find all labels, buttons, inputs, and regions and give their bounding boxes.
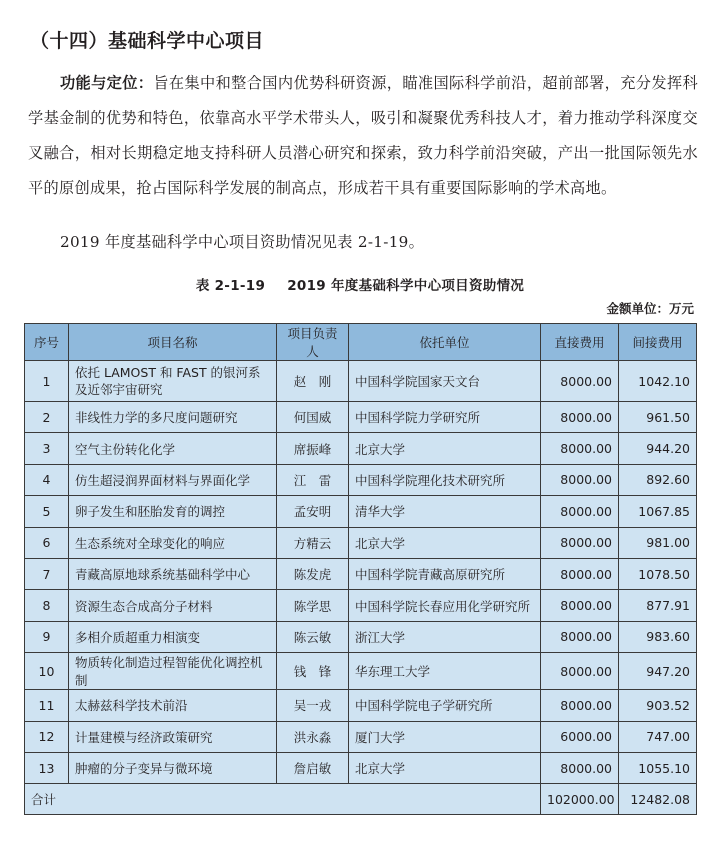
table-reference-text: 2019 年度基础科学中心项目资助情况见表 2-1-19。	[60, 233, 425, 251]
row-number: 1	[25, 361, 69, 402]
host-institution: 中国科学院青藏高原研究所	[349, 558, 541, 589]
row-number: 8	[25, 590, 69, 621]
table-row	[25, 721, 697, 752]
direct-cost: 8000.00	[541, 402, 619, 433]
total-label: 合计	[25, 784, 541, 815]
host-institution: 清华大学	[349, 496, 541, 527]
table-total-row	[25, 784, 697, 815]
project-name: 非线性力学的多尺度问题研究	[69, 402, 277, 433]
host-institution: 北京大学	[349, 752, 541, 783]
indirect-cost: 1055.10	[619, 752, 697, 783]
row-number: 9	[25, 621, 69, 652]
table-row	[25, 361, 697, 402]
intro-lead: 功能与定位：	[60, 74, 154, 92]
row-number: 4	[25, 464, 69, 495]
row-number: 7	[25, 558, 69, 589]
project-name: 资源生态合成高分子材料	[69, 590, 277, 621]
header-project-lead: 项目负责人	[277, 324, 349, 361]
table-title: 2019 年度基础科学中心项目资助情况	[287, 278, 525, 294]
row-number: 2	[25, 402, 69, 433]
project-name: 依托 LAMOST 和 FAST 的银河系及近邻宇宙研究	[69, 361, 277, 402]
project-lead: 赵 刚	[277, 361, 349, 402]
host-institution: 华东理工大学	[349, 653, 541, 690]
row-number: 6	[25, 527, 69, 558]
indirect-cost: 983.60	[619, 621, 697, 652]
table-row	[25, 621, 697, 652]
direct-cost: 8000.00	[541, 558, 619, 589]
project-lead: 洪永淼	[277, 721, 349, 752]
host-institution: 中国科学院国家天文台	[349, 361, 541, 402]
project-lead: 陈发虎	[277, 558, 349, 589]
table-row	[25, 653, 697, 690]
direct-cost: 8000.00	[541, 690, 619, 721]
indirect-cost: 944.20	[619, 433, 697, 464]
direct-cost: 8000.00	[541, 433, 619, 464]
indirect-cost: 981.00	[619, 527, 697, 558]
row-number: 13	[25, 752, 69, 783]
table-row	[25, 558, 697, 589]
project-name: 仿生超浸润界面材料与界面化学	[69, 464, 277, 495]
direct-cost: 8000.00	[541, 752, 619, 783]
table-number: 表 2-1-19	[195, 278, 266, 294]
total-direct-cost: 102000.00	[541, 784, 619, 815]
project-lead: 何国威	[277, 402, 349, 433]
host-institution: 中国科学院力学研究所	[349, 402, 541, 433]
direct-cost: 6000.00	[541, 721, 619, 752]
project-lead: 吴一戎	[277, 690, 349, 721]
row-number: 11	[25, 690, 69, 721]
row-number: 12	[25, 721, 69, 752]
project-name: 物质转化制造过程智能优化调控机制	[69, 653, 277, 690]
section-title: （十四）基础科学中心项目	[30, 30, 265, 52]
header-indirect-cost: 间接费用	[619, 324, 697, 361]
table-row	[25, 527, 697, 558]
direct-cost: 8000.00	[541, 621, 619, 652]
indirect-cost: 877.91	[619, 590, 697, 621]
table-row	[25, 464, 697, 495]
project-name: 青藏高原地球系统基础科学中心	[69, 558, 277, 589]
project-name: 卵子发生和胚胎发育的调控	[69, 496, 277, 527]
host-institution: 北京大学	[349, 433, 541, 464]
direct-cost: 8000.00	[541, 496, 619, 527]
funding-table	[24, 323, 697, 815]
project-lead: 孟安明	[277, 496, 349, 527]
project-lead: 钱 锋	[277, 653, 349, 690]
table-header-row	[25, 324, 697, 361]
direct-cost: 8000.00	[541, 464, 619, 495]
indirect-cost: 1042.10	[619, 361, 697, 402]
project-name: 计量建模与经济政策研究	[69, 721, 277, 752]
project-name: 生态系统对全球变化的响应	[69, 527, 277, 558]
host-institution: 厦门大学	[349, 721, 541, 752]
indirect-cost: 947.20	[619, 653, 697, 690]
indirect-cost: 1067.85	[619, 496, 697, 527]
host-institution: 北京大学	[349, 527, 541, 558]
project-lead: 席振峰	[277, 433, 349, 464]
direct-cost: 8000.00	[541, 590, 619, 621]
host-institution: 浙江大学	[349, 621, 541, 652]
project-lead: 陈学思	[277, 590, 349, 621]
header-host-institution: 依托单位	[349, 324, 541, 361]
host-institution: 中国科学院长春应用化学研究所	[349, 590, 541, 621]
host-institution: 中国科学院理化技术研究所	[349, 464, 541, 495]
project-name: 空气主份转化化学	[69, 433, 277, 464]
header-project-name: 项目名称	[69, 324, 277, 361]
project-name: 太赫兹科学技术前沿	[69, 690, 277, 721]
indirect-cost: 892.60	[619, 464, 697, 495]
project-lead: 江 雷	[277, 464, 349, 495]
project-name: 多相介质超重力相演变	[69, 621, 277, 652]
table-row	[25, 496, 697, 527]
direct-cost: 8000.00	[541, 653, 619, 690]
direct-cost: 8000.00	[541, 527, 619, 558]
project-lead: 詹启敏	[277, 752, 349, 783]
total-indirect-cost: 12482.08	[619, 784, 697, 815]
header-direct-cost: 直接费用	[541, 324, 619, 361]
header-no: 序号	[25, 324, 69, 361]
indirect-cost: 1078.50	[619, 558, 697, 589]
table-row	[25, 590, 697, 621]
table-row	[25, 752, 697, 783]
table-row	[25, 690, 697, 721]
row-number: 5	[25, 496, 69, 527]
intro-text: 旨在集中和整合国内优势科研资源，瞄准国际科学前沿，超前部署，充分发挥科学基金制的优势和特色，依靠高水平学术带头人，吸引和凝聚优秀科技人才，着力推动学科深度交叉融合，相对长期稳定地支持科研人员潜心研究和探索，致力科学前沿突破，产出一批国际领先水平的原创成果，抢占国际科学发展的制高点，形成若干具有重要国际影响的学术高地。	[28, 74, 698, 197]
project-lead: 方精云	[277, 527, 349, 558]
amount-unit-label: 金额单位：万元	[606, 301, 694, 316]
direct-cost: 8000.00	[541, 361, 619, 402]
table-row	[25, 402, 697, 433]
intro-paragraph	[28, 66, 698, 206]
indirect-cost: 903.52	[619, 690, 697, 721]
host-institution: 中国科学院电子学研究所	[349, 690, 541, 721]
project-name: 肿瘤的分子变异与微环境	[69, 752, 277, 783]
indirect-cost: 747.00	[619, 721, 697, 752]
row-number: 10	[25, 653, 69, 690]
table-row	[25, 433, 697, 464]
row-number: 3	[25, 433, 69, 464]
indirect-cost: 961.50	[619, 402, 697, 433]
project-lead: 陈云敏	[277, 621, 349, 652]
table-caption	[0, 274, 720, 294]
